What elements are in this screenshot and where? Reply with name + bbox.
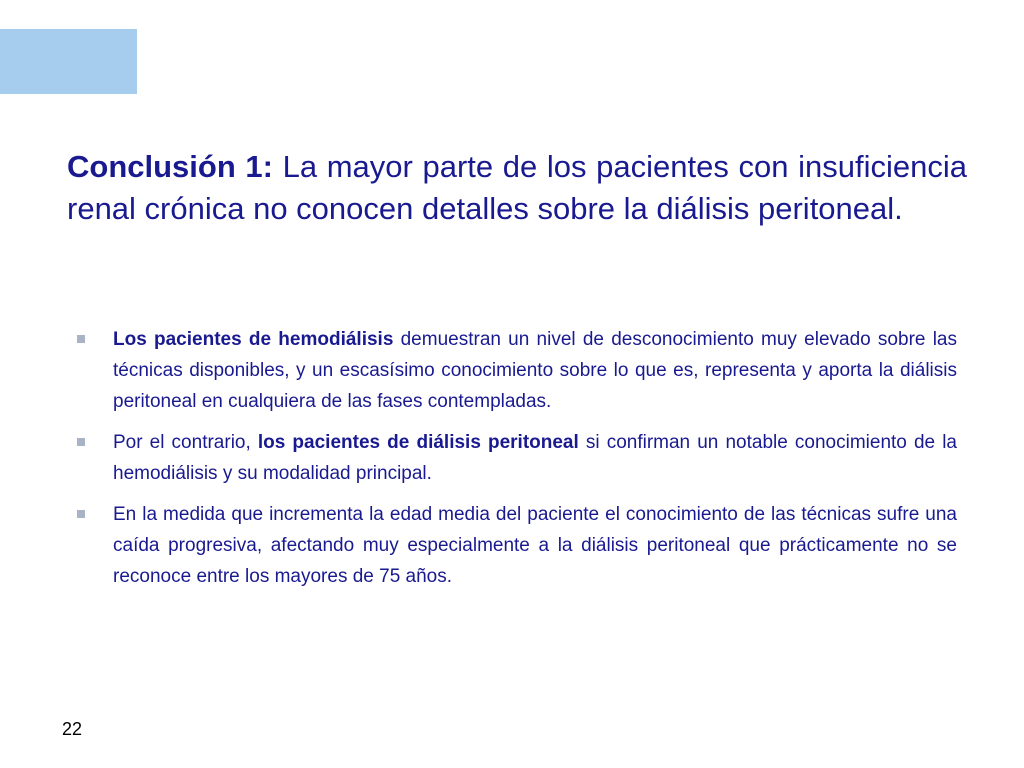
title-text: La mayor parte de los pacientes con insuficiencia renal crónica no conocen detalles sobre la diálisis peritoneal.: [67, 149, 967, 226]
bullet-item: [113, 499, 957, 592]
bullet-list: [113, 324, 957, 602]
bullet-text-bold: Los pacientes de hemodiálisis: [113, 329, 394, 350]
bullet-text-pre: En la medida que incrementa la edad media del paciente el conocimiento de las técnicas sufre una caída progresiva, afectando muy especialmente a la diálisis peritoneal que prácticamente no se reconoce entre los mayores de 75 años.: [113, 504, 957, 587]
slide-title: [67, 146, 967, 230]
bullet-item: [113, 427, 957, 489]
bullet-item: [113, 324, 957, 417]
page-number: 22: [62, 719, 83, 739]
square-bullet-icon: [77, 510, 85, 518]
bullet-text-pre: Por el contrario,: [113, 432, 258, 453]
square-bullet-icon: [77, 335, 85, 343]
bullet-text-bold: los pacientes de diálisis peritoneal: [257, 432, 579, 453]
bullet-text-post: demuestran un nivel de desconocimiento muy elevado sobre las técnicas disponibles, y un escasísimo conocimiento sobre lo que es, representa y aporta la diálisis peritoneal en cualquiera de las fases contempladas.: [113, 329, 957, 412]
header-accent-block: [0, 29, 137, 94]
square-bullet-icon: [77, 438, 85, 446]
bullet-text-post: si confirman un notable conocimiento de la hemodiálisis y su modalidad principal.: [113, 432, 957, 484]
title-label: Conclusión 1:: [67, 149, 273, 184]
